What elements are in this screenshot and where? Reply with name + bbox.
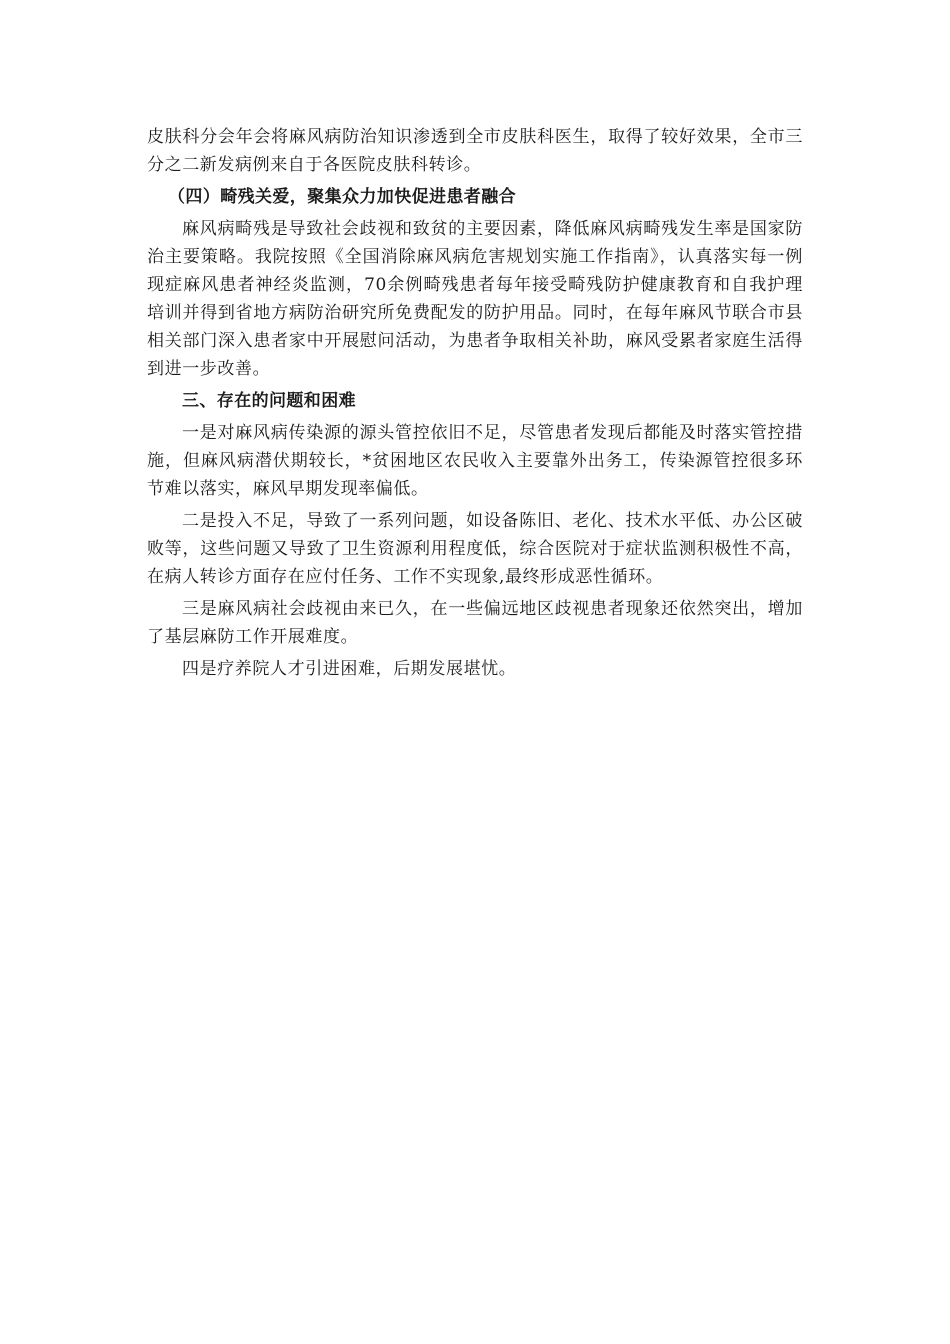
paragraph-problem-4: 四是疗养院人才引进困难，后期发展堪忧。	[182, 659, 517, 679]
paragraph-disability: 麻风病畸残是导致社会歧视和致贫的主要因素，降低麻风病畸残发生率是国家防治主要策略。我院按照《全国消除麻风病危害规划实施工作指南》，认真落实每一例现症麻风患者神经炎监测，70余例畸残患者每年接受畸残防护健康教育和自我护理培训并得到省地方病防治研究所免费配发的防护用品。同时，在每年麻风节联合市县相关部门深入患者家中开展慰问活动，为患者争取相关补助，麻风受累者家庭生活得到进一步改善。	[147, 219, 803, 379]
section-heading-problems: 三、存在的问题和困难	[182, 391, 356, 411]
paragraph-problem-3: 三是麻风病社会歧视由来已久，在一些偏远地区歧视患者现象还依然突出，增加了基层麻防工作开展难度。	[147, 599, 803, 647]
paragraph-continuation: 皮肤科分会年会将麻风病防治知识渗透到全市皮肤科医生，取得了较好效果，全市三分之二新发病例来自于各医院皮肤科转诊。	[147, 127, 803, 175]
subheading-disability-care: （四）畸残关爱，聚集众力加快促进患者融合	[168, 187, 516, 207]
paragraph-problem-2: 二是投入不足，导致了一系列问题，如设备陈旧、老化、技术水平低、办公区破败等，这些问题又导致了卫生资源利用程度低，综合医院对于症状监测积极性不高，在病人转诊方面存在应付任务、工作不实现象,最终形成恶性循环。	[147, 511, 803, 587]
document-body	[147, 123, 803, 687]
paragraph-problem-1: 一是对麻风病传染源的源头管控依旧不足，尽管患者发现后都能及时落实管控措施，但麻风病潜伏期较长，*贫困地区农民收入主要靠外出务工，传染源管控很多环节难以落实，麻风早期发现率偏低。	[147, 423, 803, 499]
